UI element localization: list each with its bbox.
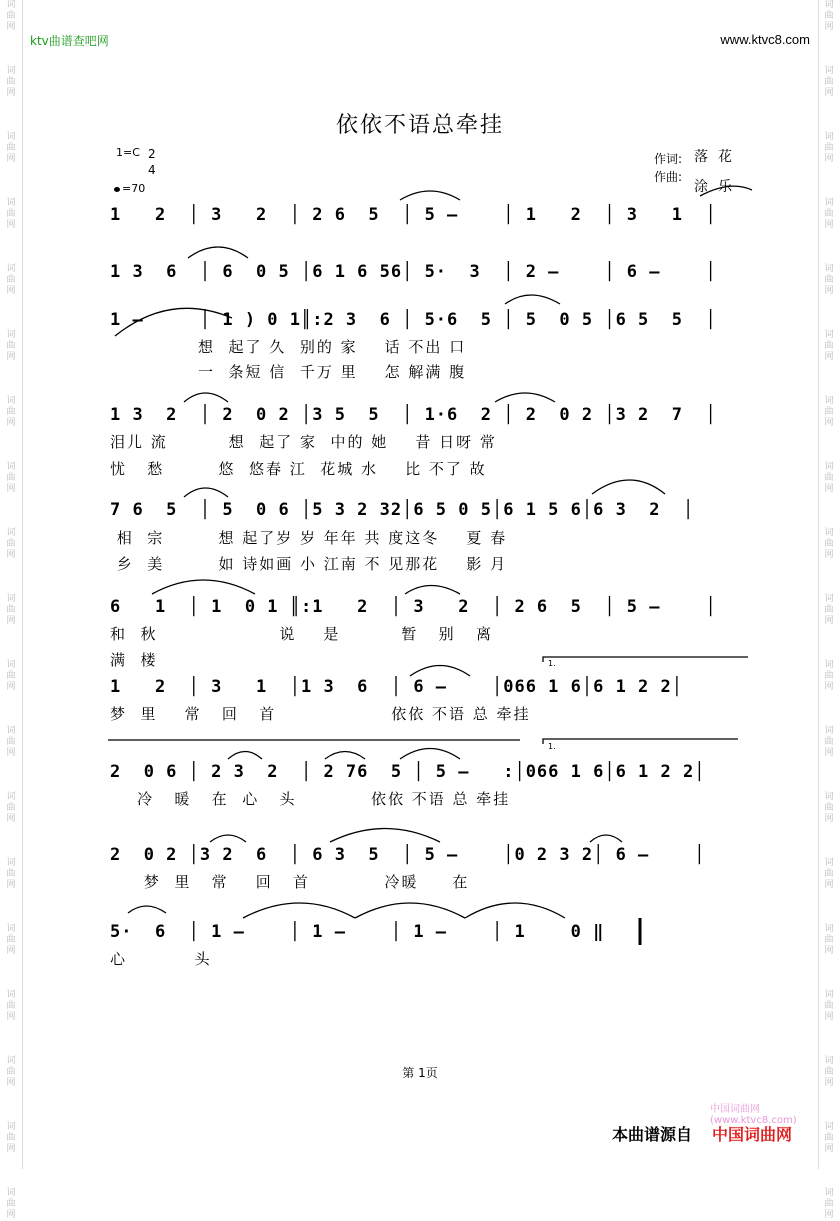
score-line: 1 2 │ 3 2 │ 2 6 5 │ 5 – │ 1 2 │ 3 1 │ [110,205,717,225]
slur [465,903,565,918]
time-top: 2 [148,147,156,161]
site-url-header[interactable]: www.ktvc8.com [720,32,810,47]
score-line: 6 1 │ 1 0 1 ║:1 2 │ 3 2 │ 2 6 5 │ 5 – │ [110,597,717,617]
volta-label: 1. [548,659,556,668]
lyricist-name: 落花 [694,149,742,165]
source-credit [612,1122,792,1145]
lyric-line: 满 楼 [110,651,158,669]
page-number: 第 1页 [402,1066,438,1080]
score-line: 1 3 2 │ 2 0 2 │3 5 5 │ 1·6 2 │ 2 0 2 │3 2 7 │ [110,405,717,425]
watermark-logo: 中国词曲网(www.ktvc8.com) [710,1104,797,1126]
score-line: 2 0 2 │3 2 6 │ 6 3 5 │ 5 – │0 2 3 2│ 6 – │ [110,845,706,865]
lyric-line: 想 起了 久 别的 家 话 不出 口 [110,338,467,356]
slur [495,393,555,402]
slur [592,480,665,494]
volta-bracket-2 [543,739,738,744]
lyric-line: 和 秋 说 是 暂 别 离 [110,625,493,643]
slur [410,666,470,677]
score-line: 2 0 6 │ 2 3 2 │ 2 76 5 │ 5 – :│066 1 6│6 1 2 2│ [110,762,706,782]
slur [152,580,255,594]
slur [210,835,246,842]
key-label: 1=C [116,146,140,159]
slur [400,191,460,200]
lyricist-label: 作词: [654,152,683,166]
slur [405,586,460,595]
slur [505,295,560,304]
lyric-line: 冷 暖 在 心 头 依依 不语 总 牵挂 [110,790,511,808]
slur [355,903,465,918]
score-line: 7 6 5 │ 5 0 6 │5 3 2 32│6 5 0 5│6 1 5 6│6 3 2 │ [110,500,695,520]
lyric-line: 泪儿 流 想 起了 家 中的 她 昔 日呀 常 [110,433,497,451]
lyric-line: 相 宗 想 起了岁 岁 年年 共 度这冬 夏 春 [110,529,508,547]
lyric-line: 梦 里 常 回 首 冷暖 在 [110,873,470,891]
side-watermark-right: 词 曲 网 词 曲 网 词 曲 网 词 曲 网 词 曲 网 词 曲 网 词 曲 网 词 曲 网 词 曲 网 词 曲 网 词 曲 网 词 曲 网 词 曲 网 词 曲 网 词 曲 网 词 曲 网 词 曲 网 词 曲 网 词 曲 网 [824,0,834,1220]
score-line: 1 2 │ 3 1 │1 3 6 │ 6 – │066 1 6│6 1 2 2│ [110,677,683,697]
lyric-line: 忧 愁 悠 悠春 江 花城 水 比 不了 故 [110,460,487,478]
composer-name: 涂乐 [694,179,742,195]
slur [243,903,355,918]
slur [184,393,228,402]
slur [330,829,440,843]
lyric-line: 心 头 [110,950,212,968]
slur [590,835,622,842]
source-label: 本曲谱源自 [612,1125,693,1144]
time-bottom: 4 [148,163,156,177]
score-line: 5· 6 │ 1 – │ 1 – │ 1 – │ 1 0 ‖ [110,922,605,942]
slur [128,906,166,913]
lyric-line: 一 条短 信 千万 里 怎 解满 腹 [110,363,467,381]
slur [400,749,460,760]
slur [700,186,752,196]
song-title: 依依不语总牵挂 [335,113,504,138]
slur [188,247,248,258]
slur [184,488,228,497]
score-line: 1 3 6 │ 6 0 5 │6 1 6 56│ 5· 3 │ 2 – │ 6 – │ [110,262,717,282]
lyric-line: 乡 美 如 诗如画 小 江南 不 见那花 影 月 [110,555,508,573]
composer-label: 作曲: [654,170,683,184]
score-line: 1 – │ 1 ) 0 1║:2 3 6 │ 5·6 5 │ 5 0 5 │6 5 5 │ [110,310,717,330]
slur [115,308,232,336]
slur [228,752,262,760]
source-site-link[interactable]: 中国词曲网 [712,1125,793,1144]
volta-bracket-1 [543,657,748,662]
volta-label: 1. [548,742,556,751]
lyric-line: 梦 里 常 回 首 依依 不语 总 牵挂 [110,705,531,723]
slur [325,752,365,760]
side-watermark-left: 词 曲 网 词 曲 网 词 曲 网 词 曲 网 词 曲 网 词 曲 网 词 曲 网 词 曲 网 词 曲 网 词 曲 网 词 曲 网 词 曲 网 词 曲 网 词 曲 网 词 曲 网 词 曲 网 词 曲 网 词 曲 网 词 曲 网 [6,0,16,1220]
tempo-value: =70 [122,182,146,195]
site-name-header[interactable]: ktv曲谱查吧网 [30,34,109,48]
